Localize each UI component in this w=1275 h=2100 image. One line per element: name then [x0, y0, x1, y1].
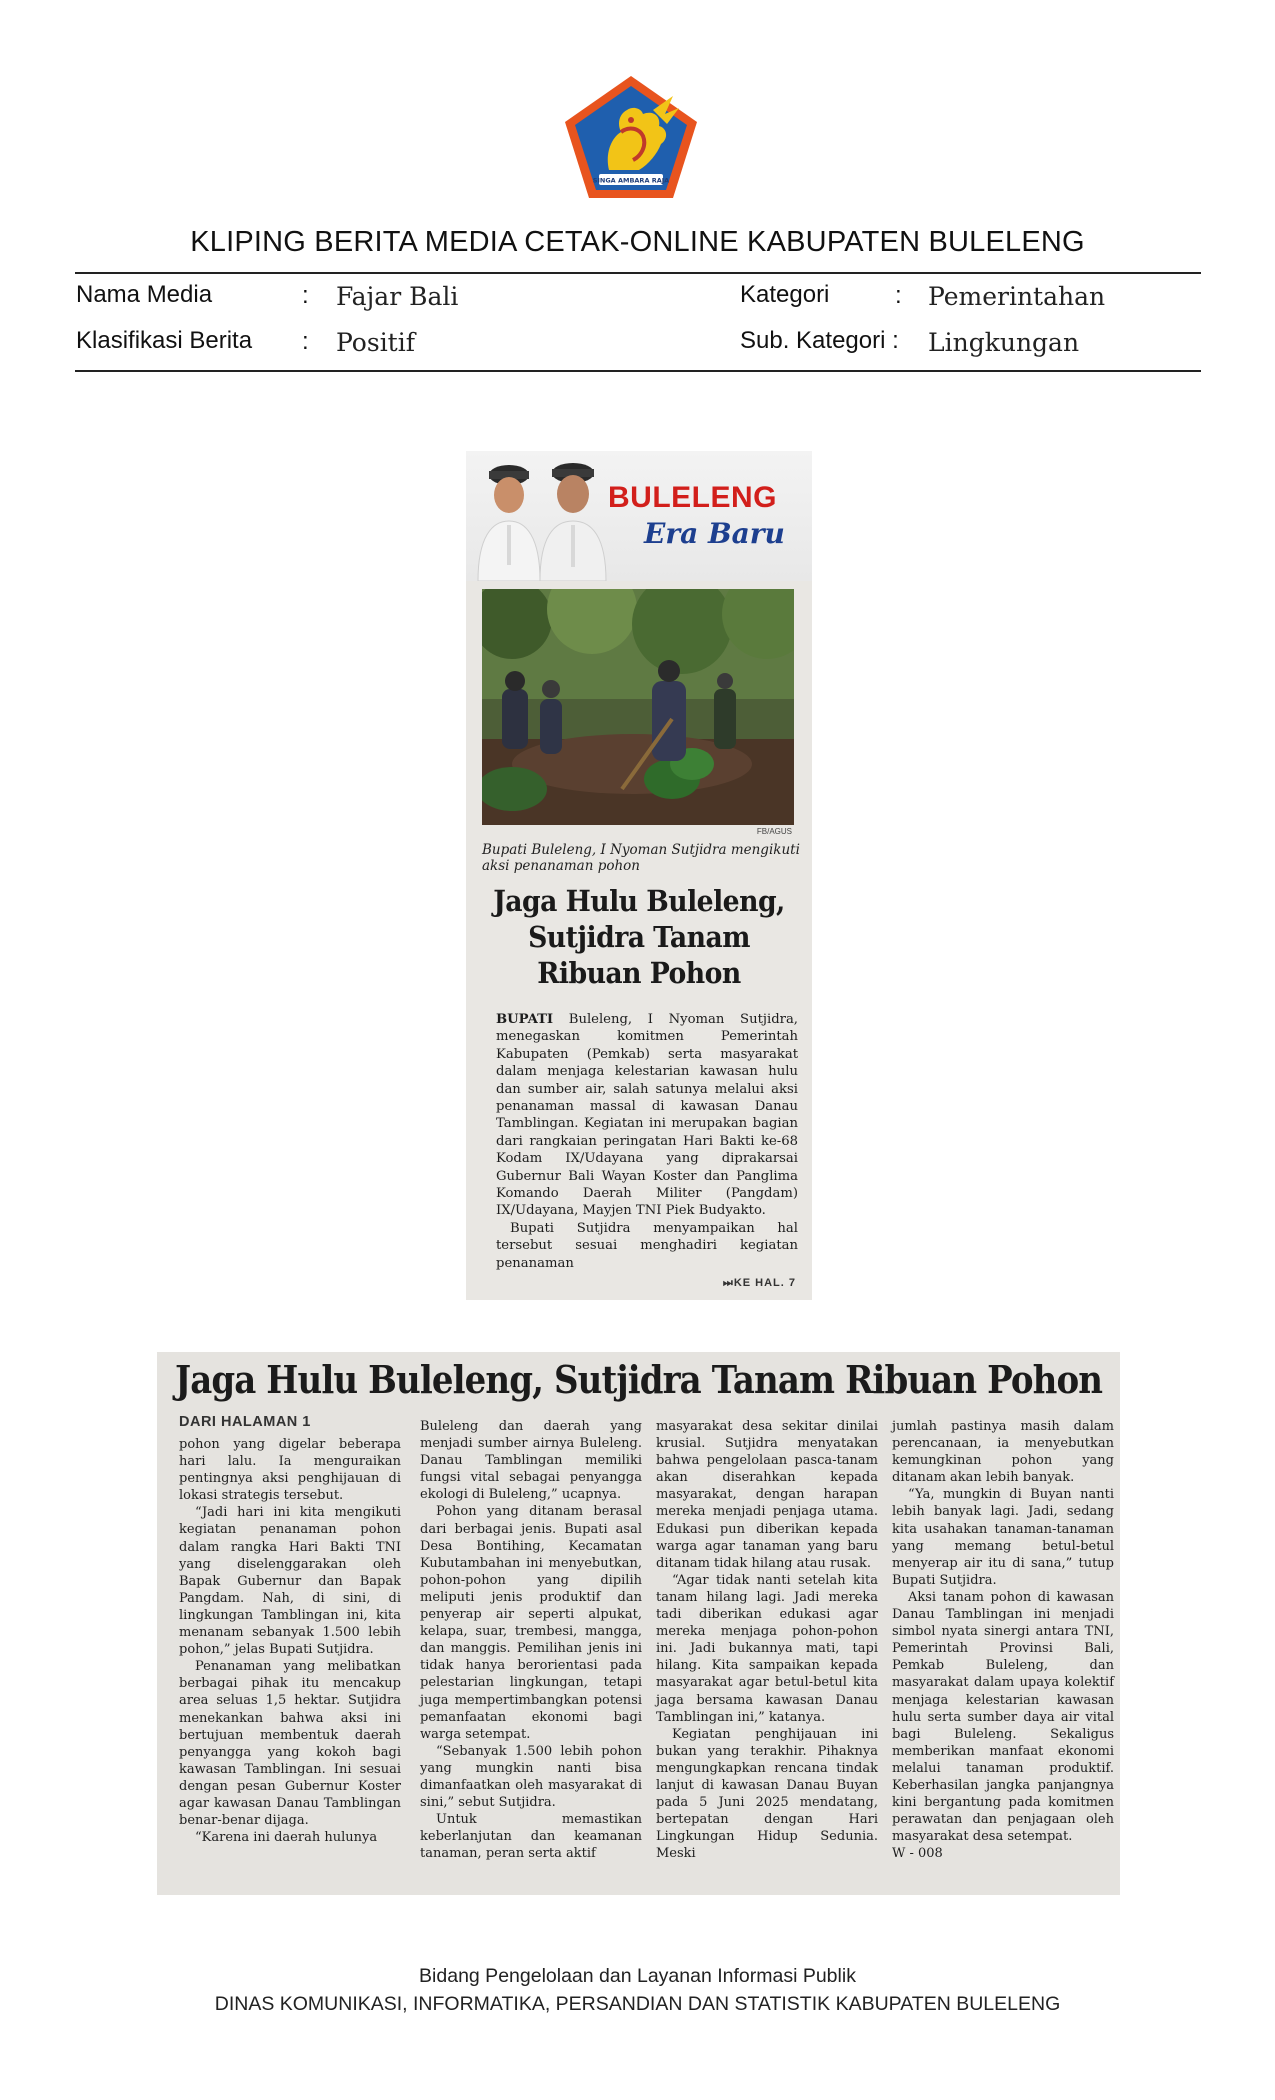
official-portrait-2 [536, 453, 610, 581]
media-colon: : [302, 282, 309, 309]
subcategory-value: Lingkungan [928, 328, 1080, 357]
media-label: Nama Media [76, 281, 213, 308]
classification-colon: : [302, 328, 309, 355]
column-paragraph: Aksi tanam pohon di kawasan Danau Tamblingan ini menjadi simbol nyata sinergi antara TNI, Pemerintah Provinsi Bali, Pemkab Buleleng, dan masyarakat dalam upaya kolektif menjaga kelestarian kawasan hulu serta sumber daya air vital bagi Buleleng. Sekaligus memberikan manfaat ekonomi melalui tanaman produktif. Keberhasilan jangka panjangnya kini bergantung pada komitmen perawatan dan penjagaan oleh masyarakat desa setempat. [892, 1589, 1114, 1845]
continued-marker: ⏭KE HAL. 7 [722, 1277, 796, 1289]
column-paragraph: Penanaman yang melibatkan berbagai pihak itu mencakup area seluas 1,5 hektar. Sutjidra menekankan bahwa aksi ini bertujuan membentuk daerah penyangga yang kokoh bagi kawasan Tamblingan. Ini sesuai dengan pesan Gubernur Koster agar kawasan Danau Tamblingan benar-benar dijaga. [179, 1659, 401, 1829]
classification-value: Positif [336, 328, 415, 357]
from-page-label: DARI HALAMAN 1 [179, 1414, 311, 1430]
article-column-1 [179, 1436, 401, 1846]
tree-planting-photo [482, 589, 794, 825]
emblem-motto: SINGA AMBARA RAJA [592, 176, 670, 185]
media-value: Fajar Bali [336, 282, 459, 311]
article-column-2 [420, 1418, 642, 1862]
article-paragraph [496, 1011, 798, 1220]
rubric-title: BULELENG [608, 481, 777, 514]
article-paragraph: Bupati Sutjidra menyampaikan hal tersebut sesuai menghadiri kegiatan penanaman [496, 1220, 798, 1271]
author-code: W - 008 [892, 1846, 943, 1862]
newspaper-clipping-continuation [157, 1352, 1120, 1895]
official-portrait-1 [474, 455, 544, 581]
column-paragraph: pohon yang digelar beberapa hari lalu. Ia menguraikan pentingnya aksi penghijauan di lokasi strategis tersebut. [179, 1437, 401, 1504]
category-value: Pemerintahan [928, 282, 1106, 311]
rubric-subtitle: Era Baru [644, 517, 785, 550]
regency-emblem-icon [561, 74, 701, 202]
article-column-3 [656, 1418, 878, 1862]
continuation-headline: Jaga Hulu Buleleng, Sutjidra Tanam Ribuan Pohon [175, 1357, 1103, 1402]
footer-agency: DINAS KOMUNIKASI, INFORMATIKA, PERSANDIAN DAN STATISTIK KABUPATEN BULELENG [214, 1993, 1061, 2015]
photo-credit: FB/AGUS [756, 827, 792, 836]
column-paragraph: jumlah pastinya masih dalam perencanaan, ia menyebutkan kemungkinan pohon yang ditanam akan lebih banyak. [892, 1419, 1114, 1486]
column-paragraph: “Ya, mungkin di Buyan nanti lebih banyak lagi. Jadi, sedang kita usahakan tanaman-tanaman yang memang betul-betul menyerap air itu di sana,” tutup Bupati Sutjidra. [892, 1487, 1114, 1588]
paragraph-text: Buleleng, I Nyoman Sutjidra, menegaskan komitmen Pemerintah Kabupaten (Pemkab) serta masyarakat dalam menjaga kelestarian kawasan hulu dan sumber air, salah satunya melalui aksi penanaman massal di kawasan Danau Tamblingan. Kegiatan ini merupakan bagian dari rangkaian peringatan Hari Bakti ke-68 Kodam IX/Udayana yang diprakarsai Gubernur Bali Wayan Koster dan Panglima Komando Daerah Militer (Pangdam) IX/Udayana, Mayjen TNI Piek Budyakto. [496, 1012, 798, 1219]
category-label: Kategori [740, 281, 830, 308]
subcategory-label: Sub. Kategori : [740, 327, 899, 354]
column-paragraph: Pohon yang ditanam berasal dari berbagai jenis. Bupati asal Desa Bontihing, Kecamatan Kubutambahan ini menyebutkan, pohon-pohon yang dipilih meliputi jenis produktif dan penyerap air seperti alpukat, kelapa, suar, trembesi, mangga, dan manggis. Pemilihan jenis ini tidak hanya berorientasi pada pelestarian lingkungan, tetapi juga mempertimbangkan potensi pemanfaatan ekonomi bagi warga setempat. [420, 1504, 642, 1742]
category-colon: : [895, 282, 902, 309]
column-paragraph: Kegiatan penghijauan ini bukan yang terakhir. Pihaknya mengungkapkan rencana tindak lanjut di kawasan Danau Buyan pada 5 Juni 2025 mendatang, bertepatan dengan Hari Lingkungan Hidup Sedunia. Meski [656, 1726, 878, 1862]
column-paragraph: Untuk memastikan keberlanjutan dan keamanan tanaman, peran serta aktif [420, 1812, 642, 1862]
header-rule-top [75, 272, 1201, 274]
column-paragraph: Buleleng dan daerah yang menjadi sumber airnya Buleleng. Danau Tamblingan memiliki fungsi vital sebagai penyangga ekologi di Buleleng,” ucapnya. [420, 1419, 642, 1503]
column-paragraph: “Jadi hari ini kita mengikuti kegiatan penanaman pohon dalam rangka Hari Bakti TNI yang diselenggarakan oleh Bapak Gubernur dan Bapak Pangdam. Nah, di sini, di lingkungan Tamblingan ini, kita menanam sebanyak 1.500 lebih pohon,” jelas Bupati Sutjidra. [179, 1505, 401, 1658]
column-paragraph: “Agar tidak nanti setelah kita tanam hilang lagi. Jadi mereka tadi diberikan edukasi agar mereka menjaga pohon-pohon ini. Jadi bukannya mati, tapi hilang. Kita sampaikan kepada masyarakat agar betul-betul kita jaga bersama kawasan Danau Tamblingan ini,” katanya. [656, 1572, 878, 1725]
column-paragraph: “Karena ini daerah hulunya [195, 1830, 378, 1846]
column-paragraph: “Sebanyak 1.500 lebih pohon yang mungkin nanti bisa dimanfaatkan oleh masyarakat di sini,” sebut Sutjidra. [420, 1743, 642, 1811]
rubric-banner [466, 451, 812, 581]
lead-word: BUPATI [496, 1012, 554, 1027]
photo-caption: Bupati Buleleng, I Nyoman Sutjidra mengikuti aksi penanaman pohon [482, 842, 800, 874]
document-title: KLIPING BERITA MEDIA CETAK-ONLINE KABUPATEN BULELENG [190, 226, 1085, 258]
classification-label: Klasifikasi Berita [76, 327, 253, 354]
header-rule-bottom [75, 370, 1201, 372]
article-body [496, 1011, 798, 1272]
article-headline: Jaga Hulu Buleleng, Sutjidra Tanam Ribuan Pohon [493, 884, 785, 990]
article-column-4 [892, 1418, 1114, 1862]
footer-division: Bidang Pengelolaan dan Layanan Informasi Publik [419, 1965, 856, 1987]
newspaper-clipping-front [466, 451, 812, 1300]
column-paragraph: masyarakat desa sekitar dinilai krusial. Sutjidra menyatakan bahwa pengelolaan pasca-tanam akan diserahkan kepada masyarakat, dengan harapan mereka menjadi penjaga utama. Edukasi pun diberikan kepada warga agar tanaman yang baru ditanam tidak hilang atau rusak. [656, 1419, 878, 1571]
